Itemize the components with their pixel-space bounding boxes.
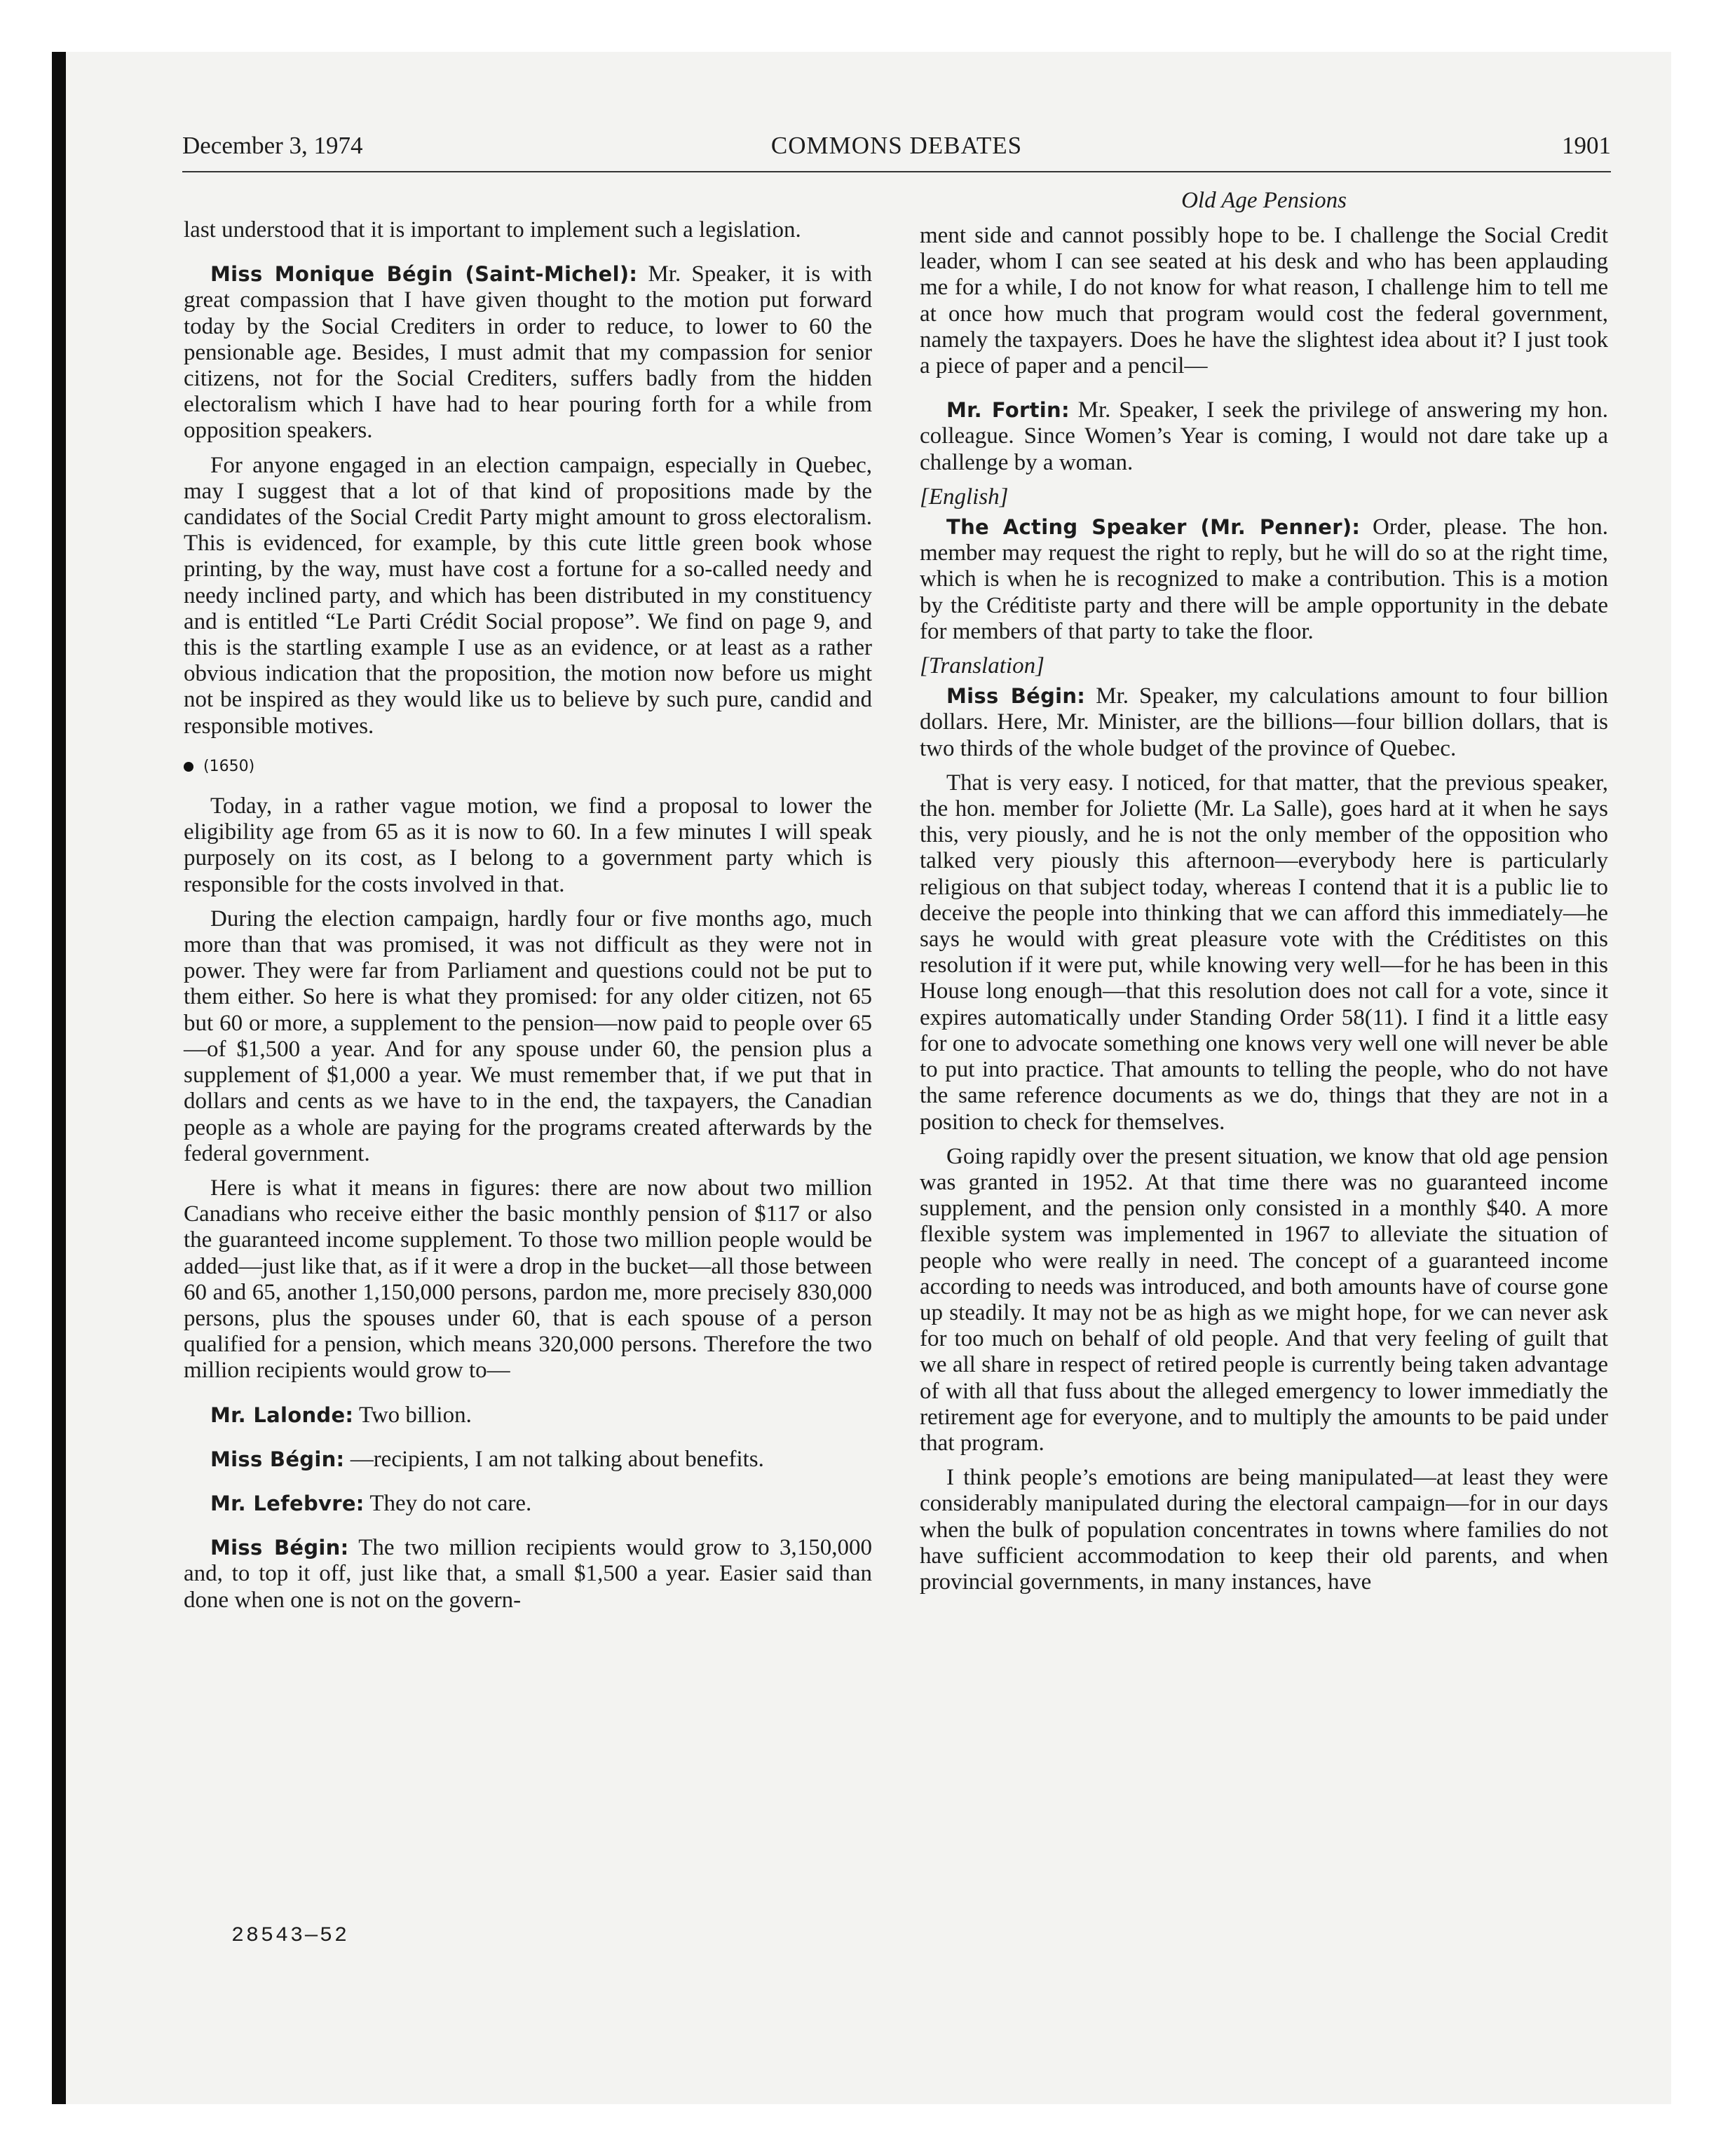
speaker-name: Mr. Lalonde:: [210, 1403, 354, 1427]
paragraph: The Acting Speaker (Mr. Penner): Order, please. The hon. member may request the right to reply, but he will do so at the right time, which is when he is recognized to make a contribution. This is a motion by the Créditiste party and there will be ample opportunity in the debate for members of that party to take the floor.: [920, 514, 1608, 644]
paragraph: Mr. Lalonde: Two billion.: [210, 1402, 472, 1428]
paragraph: I think people’s emotions are being manipulated—at least they were considerably manipulated during the electoral campaign—for in our days when the bulk of population concentrates in towns where families do not have sufficient accommodation to keep their old parents, and when provincial governments, in many instances, have: [920, 1465, 1608, 1595]
speaker-name: The Acting Speaker (Mr. Penner):: [946, 515, 1361, 540]
paragraph: Miss Bégin: Mr. Speaker, my calculations amount to four billion dollars. Here, Mr. Minister, are the billions—four billion dollars, that is two thirds of the whole budget of the province of Quebec.: [920, 683, 1608, 761]
page-header: [182, 132, 1611, 172]
right-column: [920, 223, 1608, 1604]
speaker-name: Miss Bégin:: [210, 1536, 349, 1560]
speaker-name: Miss Bégin:: [946, 684, 1086, 709]
speaker-name: Miss Bégin:: [210, 1447, 345, 1471]
running-head: Old Age Pensions: [1181, 188, 1347, 213]
paragraph: During the election campaign, hardly four or five months ago, much more than that was promised, it was not difficult as they were not in power. They were far from Parliament and questions could not be put to them either. So here is what they promised: for any older citizen, not 65 but 60 or more, a supplement to the pension—now paid to people over 65—of $1,500 a year. And for any spouse under 60, the pension plus a supplement of $1,000 a year. We must remember that, if we put that in dollars and cents as we have to in the end, the taxpayers, the Canadian people as a whole are paying for the programs created afterwards by the federal government.: [184, 906, 872, 1166]
speaker-name: Mr. Fortin:: [946, 398, 1070, 423]
left-column: [184, 217, 872, 1622]
paragraph: Mr. Fortin: Mr. Speaker, I seek the privilege of answering my hon. colleague. Since Women’s Year is coming, I would not dare take up a challenge by a woman.: [920, 397, 1608, 475]
paragraph: For anyone engaged in an election campaign, especially in Quebec, may I suggest that a lot of that kind of propositions made by the candidates of the Social Credit Party might amount to gross electoralism. This is evidenced, for example, by this cute little green book whose printing, by the way, must have cost a fortune for a so-called needy and needy inclined party, and which has been distributed in my constituency and is entitled “Le Parti Crédit Social propose”. We find on page 9, and this is the startling example I use as an evidence, or at least as a rather obvious indication that the proposition, the motion now before us might not be inspired as they would like us to believe by such pure, candid and responsible motives.: [184, 452, 872, 739]
paragraph: ment side and cannot possibly hope to be. I challenge the Social Credit leader, whom I can see seated at his desk and who has been applauding me for a while, I do not know for what reason, I challenge him to tell me at once how much that program would cost the federal government, namely the taxpayers. Does he have the slightest idea about it? I just took a piece of paper and a pencil—: [920, 223, 1608, 379]
paragraph: last understood that it is important to implement such a legislation.: [184, 217, 801, 243]
bullet-icon: [184, 762, 193, 772]
paragraph: Miss Monique Bégin (Saint-Michel): Mr. Speaker, it is with great compassion that I have given thought to the motion put forward today by the Social Crediters in order to reduce, to lower to 60 the pensionable age. Besides, I must admit that my compassion for senior citizens, not for the Social Crediters, suffers badly from the hidden electoralism which I have had to hear pouring forth for a while from opposition speakers.: [184, 261, 873, 444]
paragraph: Miss Bégin: —recipients, I am not talking about benefits.: [210, 1446, 764, 1472]
binding-edge: [52, 52, 66, 2104]
print-code: 28543—52: [231, 1924, 350, 1948]
header-date: December 3, 1974: [182, 132, 363, 159]
speaker-name: Miss Monique Bégin (Saint-Michel):: [210, 262, 638, 287]
paragraph: Mr. Lefebvre: They do not care.: [210, 1490, 532, 1516]
page-number: 1901: [1562, 132, 1611, 159]
time-marker: (1650): [184, 753, 872, 779]
paragraph: Today, in a rather vague motion, we find a proposal to lower the eligibility age from 65 as it is now to 60. In a few minutes I will speak purposely on its cost, as I belong to a government party which is responsible for the costs involved in that.: [184, 793, 872, 897]
speaker-name: Mr. Lefebvre:: [210, 1491, 365, 1515]
paragraph: That is very easy. I noticed, for that matter, that the previous speaker, the hon. member for Joliette (Mr. La Salle), goes hard at it when he says this, very piously, and he is not the only member of the opposition who talked very piously this afternoon—everybody here is particularly religious on that subject today, whereas I contend that it is a public lie to deceive the people into thinking that we can afford this immediately—he says he would with great pleasure vote with the Créditistes on this resolution if it were put, while knowing very well—for he has been in this House long enough—that this resolution does not call for a vote, since it expires automatically under Standing Order 58(11). I find it a little easy for one to advocate something one knows very well one will never be able to put into practice. That amounts to telling the people, who do not have the same reference documents as we do, things that they are not in a position to check for themselves.: [920, 770, 1608, 1135]
language-marker: [Translation]: [920, 653, 1045, 679]
paragraph: Miss Bégin: The two million recipients would grow to 3,150,000 and, to top it off, just like that, a small $1,500 a year. Easier said than done when one is not on the govern-: [184, 1535, 872, 1613]
language-marker: [English]: [920, 484, 1009, 510]
paragraph: Going rapidly over the present situation, we know that old age pension was granted in 1952. At that time there was no guaranteed income supplement, and the pension only consisted in a monthly $40. A more flexible system was implemented in 1967 to alleviate the situation of people who were really in need. The concept of a guaranteed income according to needs was introduced, and both amounts have of course gone up steadily. It may not be as high as we might hope, for we can never ask for too much on behalf of old people. And that very feeling of guilt that we all share in respect of retired people is currently being taken advantage of with all that fuss about the alleged emergency to lower immediatly the retirement age for everyone, and to multiply the amounts to be paid under that program.: [920, 1143, 1608, 1456]
paragraph: Here is what it means in figures: there are now about two million Canadians who receive either the basic monthly pension of $117 or also the guaranteed income supplement. To those two million people would be added—just like that, as if it were a drop in the bucket—all those between 60 and 65, another 1,150,000 persons, pardon me, more precisely 830,000 persons, plus the spouses under 60, that is each spouse of a person qualified for a pension, which means 320,000 persons. Therefore the two million recipients would grow to—: [184, 1175, 872, 1384]
header-title: COMMONS DEBATES: [770, 132, 1023, 159]
